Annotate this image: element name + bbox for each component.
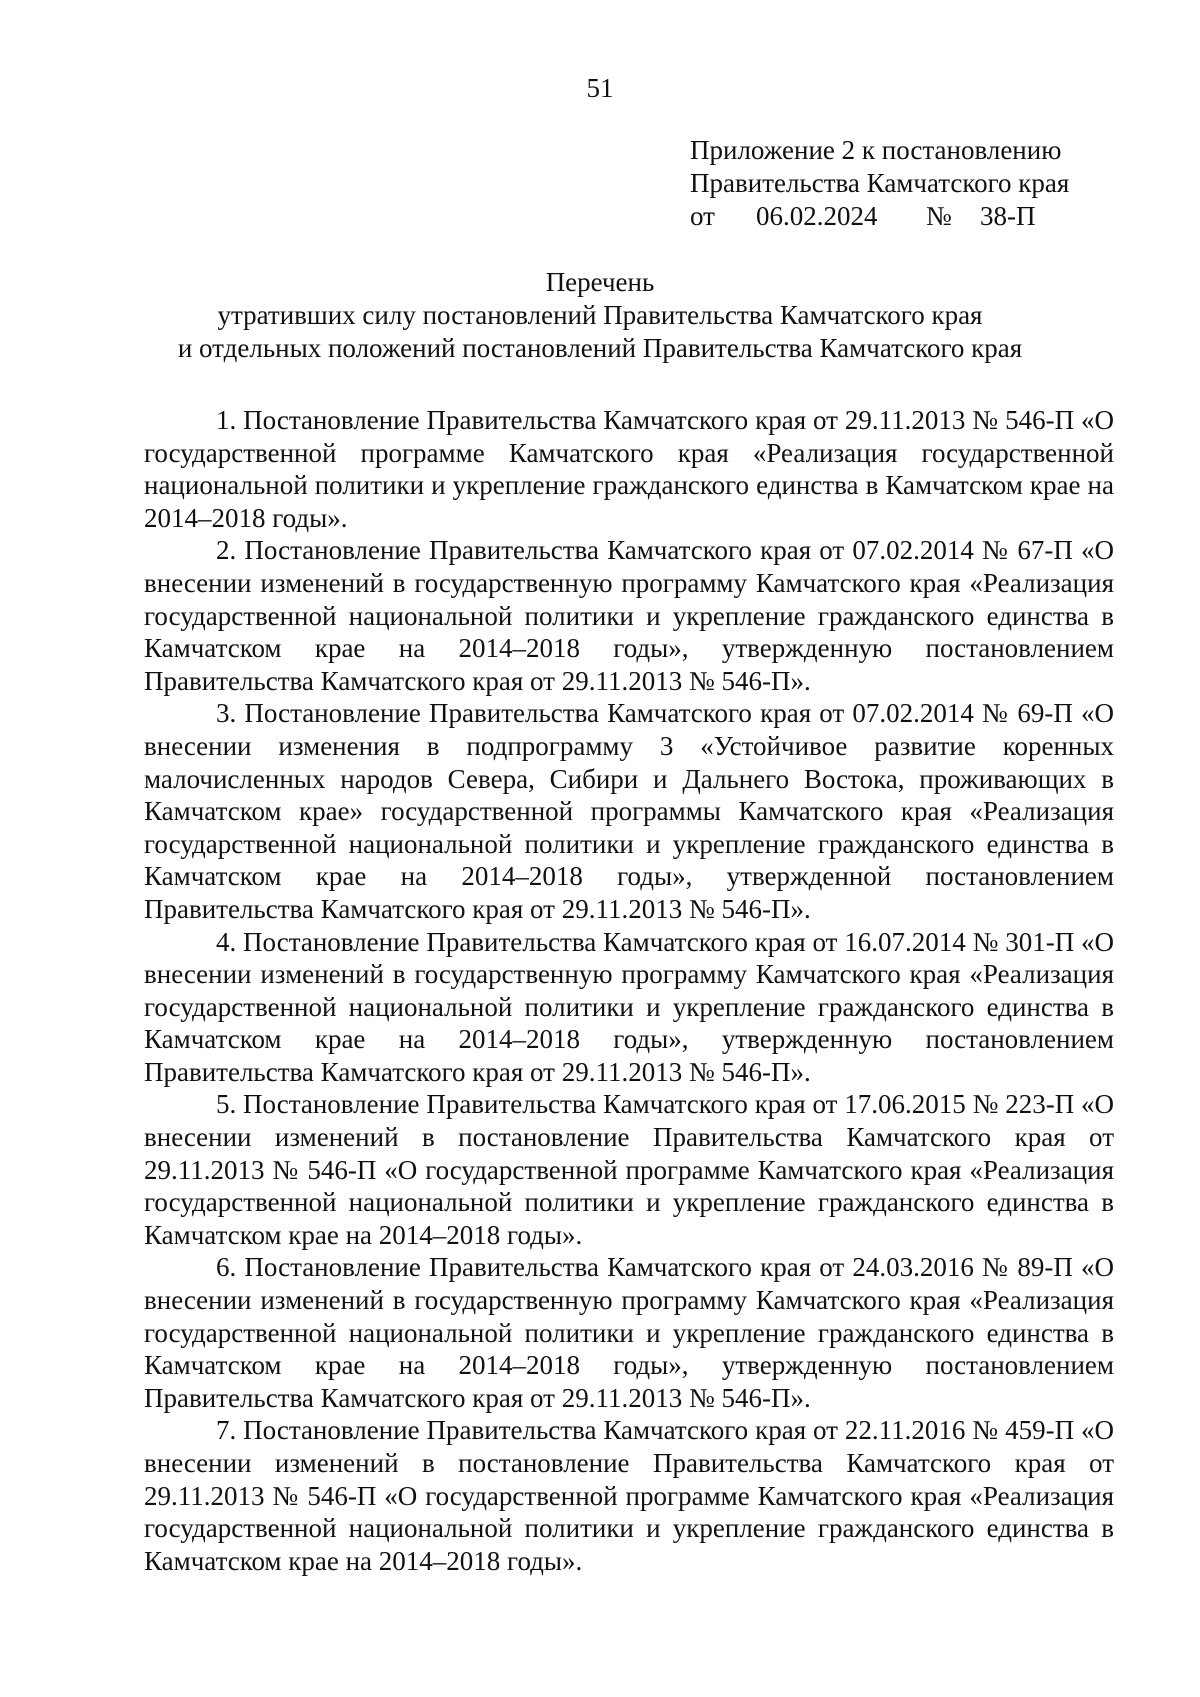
title-line-1: Перечень — [545, 267, 655, 297]
title-line-2: утративших силу постановлений Правительства Камчатского края — [217, 300, 983, 330]
from-label: от — [690, 201, 715, 231]
resolution-date: 06.02.2024 — [756, 201, 878, 231]
appendix-line-1: Приложение 2 к постановлению — [690, 135, 1062, 165]
page-number: 51 — [586, 73, 614, 103]
repealed-acts-list — [144, 404, 1114, 1577]
number-sign: № — [926, 201, 952, 231]
document-title — [0, 266, 1200, 365]
list-item: 6. Постановление Правительства Камчатского края от 24.03.2016 № 89-П «О внесении изменений в государственную программу Камчатского края «Реализация государственной национальной политики и укрепление гражданского единства в Камчатском крае на 2014–2018 годы», утвержденную постановлением Правительства Камчатского края от 29.11.2013 № 546-П». — [144, 1252, 1114, 1413]
resolution-number: 38-П — [980, 201, 1036, 231]
list-item: 1. Постановление Правительства Камчатского края от 29.11.2013 № 546-П «О государственной программе Камчатского края «Реализация государственной национальной политики и укрепление гражданского единства в Камчатском крае на 2014–2018 годы». — [144, 405, 1114, 533]
appendix-header — [690, 134, 1130, 233]
appendix-date-line — [690, 200, 1130, 233]
list-item: 3. Постановление Правительства Камчатского края от 07.02.2014 № 69-П «О внесении изменения в подпрограмму 3 «Устойчивое развитие коренных малочисленных народов Севера, Сибири и Дальнего Востока, проживающих в Камчатском крае» государственной программы Камчатского края «Реализация государственной национальной политики и укрепление гражданского единства в Камчатском крае на 2014–2018 годы», утвержденной постановлением Правительства Камчатского края от 29.11.2013 № 546-П». — [144, 698, 1114, 924]
list-item: 7. Постановление Правительства Камчатского края от 22.11.2016 № 459-П «О внесении изменений в постановление Правительства Камчатского края от 29.11.2013 № 546-П «О государственной программе Камчатского края «Реализация государственной национальной политики и укрепление гражданского единства в Камчатском крае на 2014–2018 годы». — [144, 1415, 1114, 1576]
title-line-3: и отдельных положений постановлений Правительства Камчатского края — [177, 333, 1023, 363]
list-item: 5. Постановление Правительства Камчатского края от 17.06.2015 № 223-П «О внесении изменений в постановление Правительства Камчатского края от 29.11.2013 № 546-П «О государственной программе Камчатского края «Реализация государственной национальной политики и укрепление гражданского единства в Камчатском крае на 2014–2018 годы». — [144, 1089, 1114, 1250]
list-item: 2. Постановление Правительства Камчатского края от 07.02.2014 № 67-П «О внесении изменений в государственную программу Камчатского края «Реализация государственной национальной политики и укрепление гражданского единства в Камчатском крае на 2014–2018 годы», утвержденную постановлением Правительства Камчатского края от 29.11.2013 № 546-П». — [144, 535, 1114, 696]
appendix-line-2: Правительства Камчатского края — [690, 168, 1070, 198]
list-item: 4. Постановление Правительства Камчатского края от 16.07.2014 № 301-П «О внесении изменений в государственную программу Камчатского края «Реализация государственной национальной политики и укрепление гражданского единства в Камчатском крае на 2014–2018 годы», утвержденную постановлением Правительства Камчатского края от 29.11.2013 № 546-П». — [144, 926, 1114, 1087]
